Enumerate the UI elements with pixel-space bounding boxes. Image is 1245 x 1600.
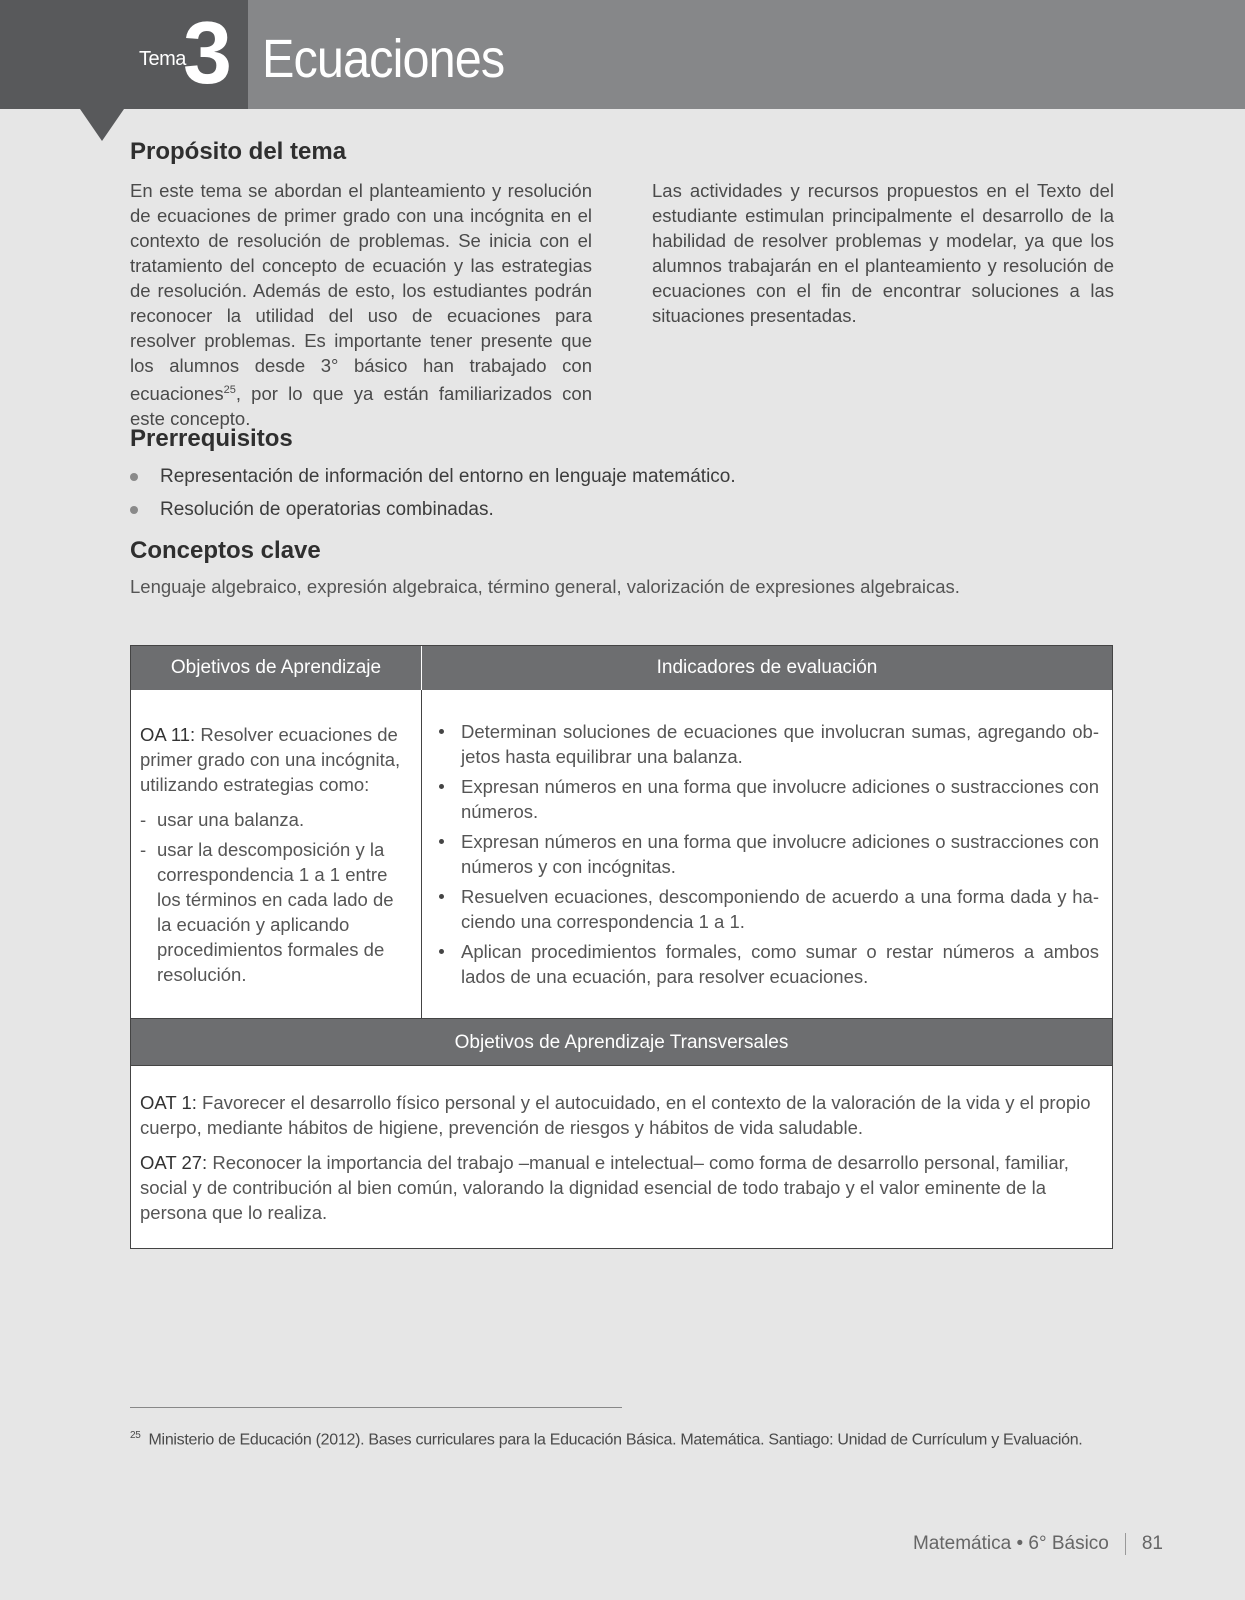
- tema-pointer-triangle: [80, 109, 124, 141]
- tema-number: 3: [183, 3, 232, 102]
- tema-label: Tema: [139, 48, 186, 70]
- col-header-indicadores: Indicadores de evaluación: [656, 657, 878, 678]
- bullet-icon: [439, 839, 444, 844]
- list-item: - usar la descomposición y la correspondencia 1 a 1 entre los términos en cada lado de la ecuación y aplicando procedimientos formales de resolución.: [140, 837, 412, 987]
- conceptos-text: Lenguaje algebraico, expresión algebraica, término general, valorización de expresiones algebraicas.: [130, 576, 960, 597]
- oa-text: Resolver ecuaciones de primer grado con una incógnita, utilizando estrategias como:: [140, 724, 401, 795]
- oa-code: OA 11:: [140, 724, 196, 745]
- table-header-row: [131, 646, 1112, 690]
- indicators-list: [431, 719, 1099, 994]
- book-title: Matemática • 6° Básico: [912, 1533, 1109, 1555]
- list-item: Representación de información del entorno en lenguaje matemático.: [130, 462, 736, 495]
- oat-27: OAT 27: Reconocer la importancia del trabajo –manual e intelectual– como forma de desarrollo personal, familiar, social y de contribución al bien común, valorando la dignidad esencial de todo trabajo y el valor eminente de la persona que lo realiza.: [140, 1152, 1069, 1223]
- bullet-icon: [130, 506, 138, 514]
- page-footer: [913, 1533, 1163, 1555]
- list-item: Aplican procedimientos formales, como sumar o restar números a ambos lados de una ecuación, para resolver ecuaciones.: [431, 939, 1099, 989]
- footnote-ref: 25: [223, 384, 236, 396]
- bullet-icon: [130, 473, 138, 481]
- oat-header: Objetivos de Aprendizaje Transversales: [131, 1018, 1112, 1066]
- page-title: Ecuaciones: [262, 29, 505, 89]
- footnote: [130, 1430, 1082, 1449]
- proposito-paragraph-1: En este tema se abordan el planteamiento y resolución de ecuaciones de primer grado con una incógnita en el contexto de resolución de problemas. Se inicia con el tratamiento del concepto de ecuación y las estrategias de resolución. Además de esto, los estudiantes podrán reconocer la utilidad del uso de ecuaciones para resolver problemas. Es importante tener presente que los alumnos desde 3° básico han trabajado con ecuaciones$^{25}$, por lo que ya están familiarizados con este concepto.: [130, 180, 592, 430]
- bullet-icon: [439, 784, 444, 789]
- list-item: - usar una balanza.: [140, 807, 412, 832]
- oat-cell: [140, 1090, 1100, 1235]
- footer-separator: [1125, 1533, 1126, 1555]
- footnote-divider: [130, 1407, 622, 1408]
- oat-1: OAT 1: Favorecer el desarrollo físico personal y el autocuidado, en el contexto de la valoración de la vida y el propio cuerpo, mediante hábitos de higiene, prevención de riesgos y hábitos de vida saludable.: [140, 1092, 1091, 1138]
- col-header-objetivos: Objetivos de Aprendizaje: [131, 646, 422, 690]
- footnote-number: 25: [130, 1430, 141, 1441]
- list-item: Resuelven ecuaciones, descomponiendo de acuerdo a una forma dada y ha- ciendo una correspondencia 1 a 1.: [431, 884, 1099, 934]
- list-item: Expresan números en una forma que involucre adiciones o sustracciones con números y con incógnitas.: [431, 829, 1099, 879]
- list-item: Determinan soluciones de ecuaciones que involucran sumas, agregando ob- jetos hasta equilibrar una balanza.: [431, 719, 1099, 769]
- proposito-paragraph-2: Las actividades y recursos propuestos en el Texto del estudiante estimulan principalmente el desarrollo de la habilidad de resolver problemas y modelar, ya que los alumnos trabajarán en el planteamiento y resolución de ecuaciones con el fin de encontrar soluciones a las situaciones presentadas.: [652, 180, 1114, 326]
- proposito-heading: Propósito del tema: [130, 138, 347, 165]
- objectives-table: [130, 645, 1113, 1249]
- prerrequisitos-list: [130, 462, 736, 528]
- bullet-icon: [439, 949, 444, 954]
- conceptos-heading: Conceptos clave: [130, 537, 321, 564]
- page-number: 81: [1141, 1533, 1163, 1555]
- oa-strategies-list: [140, 807, 412, 987]
- bullet-icon: [439, 729, 444, 734]
- list-item: Resolución de operatorias combinadas.: [130, 495, 736, 528]
- footnote-text: Ministerio de Educación (2012). Bases curriculares para la Educación Básica. Matemática. Santiago: Unidad de Currículum y Evaluación.: [148, 1431, 1083, 1449]
- oa-cell: [140, 722, 412, 992]
- bullet-icon: [439, 894, 444, 899]
- prerrequisitos-heading: Prerrequisitos: [130, 425, 293, 452]
- column-divider: [421, 690, 422, 1018]
- list-item: Expresan números en una forma que involucre adiciones o sustracciones con números.: [431, 774, 1099, 824]
